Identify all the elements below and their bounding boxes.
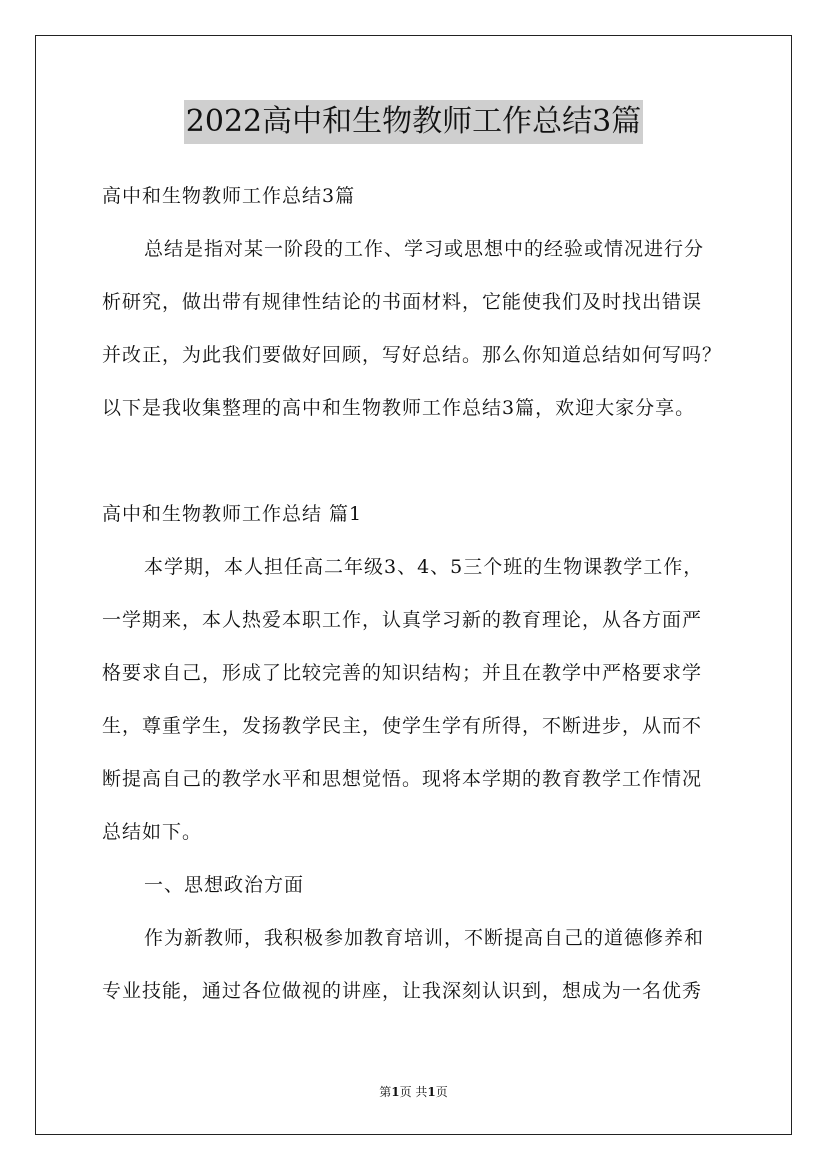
subsection-line: 专业技能，通过各位做视的讲座，让我深刻认识到，想成为一名优秀 xyxy=(102,980,703,1002)
document-title-wrapper xyxy=(0,100,827,144)
section-heading: 高中和生物教师工作总结 篇1 xyxy=(102,503,363,525)
subtitle: 高中和生物教师工作总结3篇 xyxy=(102,185,356,207)
section-line: 格要求自己，形成了比较完善的知识结构；并且在教学中严格要求学 xyxy=(102,662,703,684)
footer-prefix: 第 xyxy=(379,1085,392,1099)
section-line: 本学期，本人担任高二年级3、4、5三个班的生物课教学工作， xyxy=(144,556,704,578)
intro-line: 以下是我收集整理的高中和生物教师工作总结3篇，欢迎大家分享。 xyxy=(102,397,696,419)
section-line: 总结如下。 xyxy=(102,821,203,843)
subheading: 一、思想政治方面 xyxy=(144,874,305,896)
page-footer xyxy=(0,1084,827,1100)
document-title: 2022高中和生物教师工作总结3篇 xyxy=(184,100,643,144)
document-body xyxy=(102,170,732,1018)
section-line: 生，尊重学生，发扬教学民主，使学生学有所得，不断进步，从而不 xyxy=(102,715,703,737)
section-line: 断提高自己的教学水平和思想觉悟。现将本学期的教育教学工作情况 xyxy=(102,768,703,790)
footer-suffix: 页 xyxy=(435,1085,448,1099)
footer-mid: 页 共 xyxy=(399,1085,428,1099)
paragraph-gap xyxy=(102,435,732,488)
footer-page-current: 1 xyxy=(391,1085,400,1099)
footer-page-total: 1 xyxy=(427,1085,436,1099)
intro-line: 总结是指对某一阶段的工作、学习或思想中的经验或情况进行分 xyxy=(144,238,705,260)
intro-line: 并改正，为此我们要做好回顾，写好总结。那么你知道总结如何写吗？ xyxy=(102,344,723,366)
section-line: 一学期来，本人热爱本职工作，认真学习新的教育理论，从各方面严 xyxy=(102,609,703,631)
subsection-line: 作为新教师，我积极参加教育培训，不断提高自己的道德修养和 xyxy=(144,927,705,949)
intro-line: 析研究，做出带有规律性结论的书面材料，它能使我们及时找出错误 xyxy=(102,291,703,313)
